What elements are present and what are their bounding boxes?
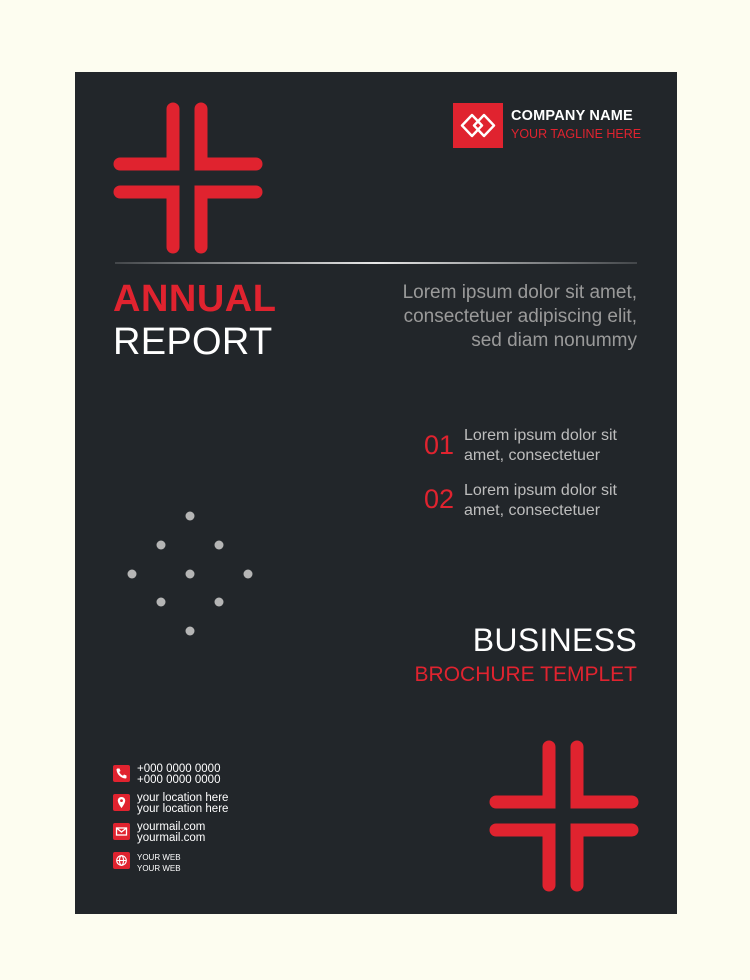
business-heading: BUSINESS: [472, 622, 637, 658]
mail-icon: [113, 823, 130, 840]
item-text: [464, 481, 617, 521]
diamond-link-icon: [453, 103, 503, 148]
item-number: 02: [424, 484, 455, 514]
contact-phone: [137, 764, 220, 786]
dot-pattern: [125, 508, 255, 638]
contact-line: yourmail.com: [137, 821, 206, 833]
intro-line: Lorem ipsum dolor sit amet,: [402, 282, 637, 303]
contact-email: [137, 822, 205, 844]
location-pin-icon: [113, 794, 130, 811]
intro-text: [317, 281, 637, 353]
company-logo: [453, 103, 503, 148]
contact-line: +000 0000 0000: [137, 774, 221, 786]
phone-icon: [113, 765, 130, 782]
item-line: Lorem ipsum dolor sit: [464, 482, 617, 499]
contact-line: YOUR WEB: [137, 864, 181, 873]
item-number: 01: [424, 430, 455, 460]
divider-line: [115, 262, 637, 264]
contact-line: yourmail.com: [137, 832, 206, 844]
cross-logo-top: [113, 102, 263, 254]
globe-icon: [113, 852, 130, 869]
company-tagline: YOUR TAGLINE HERE: [511, 127, 642, 141]
brochure-subheading: BROCHURE TEMPLET: [414, 663, 637, 686]
item-line: Lorem ipsum dolor sit: [464, 427, 617, 444]
contact-web: [137, 852, 181, 874]
contact-line: your location here: [137, 792, 229, 804]
company-name: COMPANY NAME: [511, 108, 633, 124]
cross-logo-bottom: [489, 740, 639, 892]
contact-line: YOUR WEB: [137, 853, 181, 862]
title-report: REPORT: [113, 321, 273, 363]
item-line: amet, consectetuer: [464, 502, 601, 519]
contact-line: your location here: [137, 803, 229, 815]
item-text: [464, 426, 617, 466]
title-annual: ANNUAL: [113, 278, 277, 320]
contact-location: [137, 793, 228, 815]
brochure-cover: [75, 72, 677, 914]
intro-line: consectetuer adipiscing elit,: [403, 306, 637, 327]
contact-line: +000 0000 0000: [137, 763, 221, 775]
intro-line: sed diam nonummy: [471, 330, 637, 351]
item-line: amet, consectetuer: [464, 447, 601, 464]
